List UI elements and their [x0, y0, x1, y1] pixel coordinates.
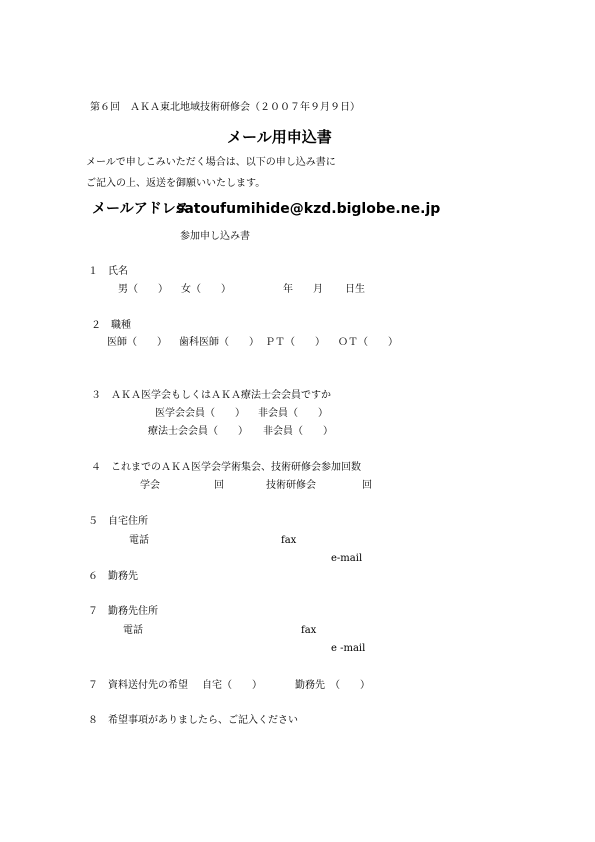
birth-year-label: 年: [283, 284, 293, 295]
ot-option[interactable]: ＯＴ（ ）: [338, 337, 398, 348]
workshop-label: 技術研修会: [266, 480, 316, 491]
event-header: 第６回 ＡＫＡ東北地域技術研修会（２００７年９月９日）: [90, 102, 360, 113]
section-requests-heading: ８ 希望事項がありましたら、ご記入ください: [88, 715, 298, 726]
female-option[interactable]: 女（ ）: [181, 284, 231, 295]
medical-nonmember-option[interactable]: 非会員（ ）: [258, 408, 328, 419]
section-attendance-heading: ４ これまでのＡＫＡ医学会学術集会、技術研修会参加回数: [91, 462, 361, 473]
section-name-heading: １ 氏名: [88, 266, 128, 277]
home-email-label: e-mail: [331, 553, 363, 564]
therapist-nonmember-option[interactable]: 非会員（ ）: [263, 426, 333, 437]
delivery-work-option[interactable]: 勤務先 （ ）: [295, 680, 370, 691]
email-address-link[interactable]: satoufumihide@kzd.biglobe.ne.jp: [176, 201, 441, 217]
work-phone-label: 電話: [123, 625, 143, 636]
work-email-label: e -mail: [331, 643, 366, 654]
email-label: メールアドレス: [92, 201, 190, 217]
pt-option[interactable]: ＰＴ（ ）: [265, 337, 325, 348]
conference-label: 学会: [140, 480, 160, 491]
home-fax-label: fax: [281, 535, 297, 546]
doctor-option[interactable]: 医師（ ）: [107, 337, 167, 348]
section-home-address-heading: ５ 自宅住所: [88, 516, 148, 527]
page-title: メール用申込書: [227, 128, 332, 146]
section-workplace-heading: ６ 勤務先: [88, 571, 138, 582]
birth-day-label: 日生: [345, 284, 365, 295]
section-membership-heading: ３ ＡＫＡ医学会もしくはＡＫＡ療法士会会員ですか: [91, 390, 331, 401]
work-fax-label: fax: [301, 625, 317, 636]
section-delivery-heading: ７ 資料送付先の希望: [88, 680, 188, 691]
delivery-home-option[interactable]: 自宅（ ）: [202, 680, 262, 691]
workshop-times-label: 回: [362, 480, 372, 491]
home-phone-label: 電話: [129, 535, 149, 546]
therapist-member-option[interactable]: 療法士会会員（ ）: [148, 426, 248, 437]
intro-line-2: ご記入の上、返送を御願いいたします。: [86, 178, 266, 189]
medical-member-option[interactable]: 医学会会員（ ）: [155, 408, 245, 419]
conference-times-label: 回: [214, 480, 224, 491]
male-option[interactable]: 男（ ）: [118, 284, 168, 295]
dentist-option[interactable]: 歯科医師（ ）: [179, 337, 259, 348]
birth-month-label: 月: [313, 284, 323, 295]
intro-line-1: メールで申しこみいただく場合は、以下の申し込み書に: [86, 157, 336, 168]
form-title: 参加申し込み書: [180, 231, 250, 242]
section-work-address-heading: ７ 勤務先住所: [88, 606, 158, 617]
section-occupation-heading: ２ 職種: [91, 320, 131, 331]
